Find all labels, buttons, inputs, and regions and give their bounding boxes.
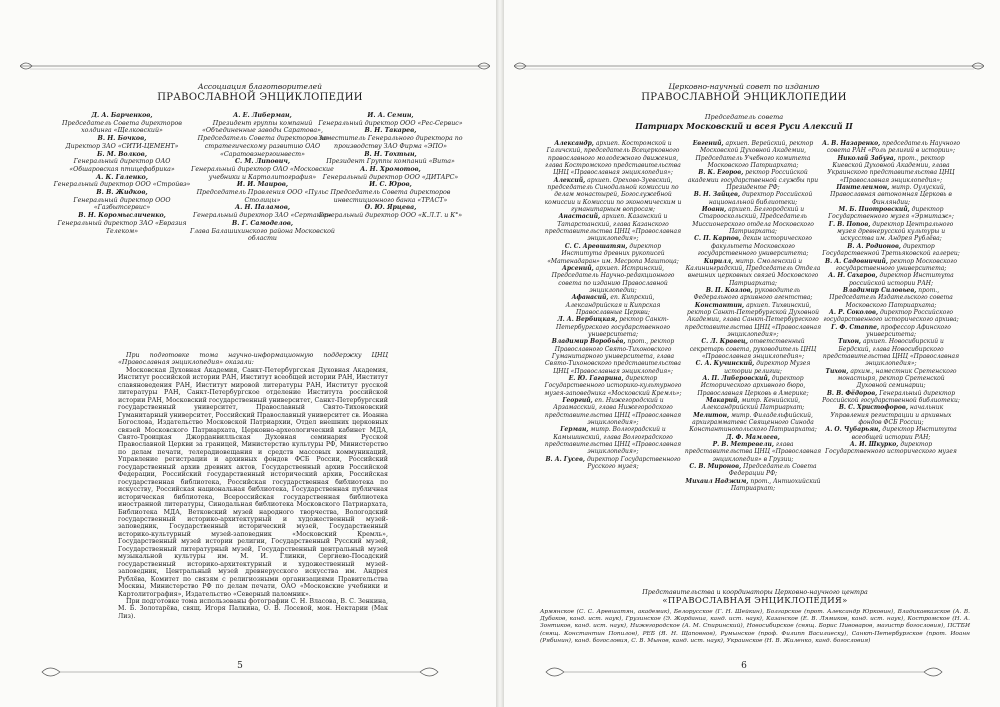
donor-entry: В. Н. Такарев, Заместитель Генерального директора по производству ЗАО Фирма «ЭПО» — [318, 127, 463, 150]
council-member: Г. В. Попов, директор Центрального музея древнерусской культуры и искусства им. Андрея Рублёва; — [828, 220, 954, 243]
donor-entry: А. Н. Хромотов, Генеральный директор ООО «ДИТАРС» — [322, 165, 459, 181]
donor-entry: А. К. Галенко, Генеральный директор ООО «Стройвэ» — [53, 173, 191, 189]
representatives-title: «ПРАВОСЛАВНАЯ ЭНЦИКЛОПЕДИЯ» — [662, 596, 848, 606]
council-member: Николай Забуга, прот., ректор Киевской Духовной Академии, глава Украинского представительства ЦНЦ «Православная энциклопедия»; — [827, 154, 955, 184]
council-member: Кирилл, митр. Смоленский и Калининградский, Председатель Отдела внешних церковных связей Московского Патриархата; — [685, 257, 821, 287]
council-member: Пантелеимон, митр. Оулуский, Православная автономная Церковь в Финляндии; — [830, 184, 952, 206]
donor-entry: А. Е. Либерман, Президент группы компаний «Объединенные заводы Саратова», Председатель Совета директоров по стратегическому развитию ОАО «Саратовэнергоинвест» — [197, 112, 328, 158]
donor-entry: Д. А. Барченков, Председатель Совета директоров холдинга «Щелковский» — [62, 112, 182, 135]
council-member: Афанасий, еп. Кипрский, Александрийская и Кипрская Православные Церкви; — [565, 294, 661, 316]
council-member: А. Р. Соколов, директор Российского государственного исторического архива; — [823, 308, 959, 324]
council-member: Михаил Наджим, прот., Антиохийский Патриархат; — [685, 477, 821, 493]
council-column-1 — [544, 140, 682, 470]
council-column-3 — [822, 140, 960, 456]
council-member: В. А. Садовничий, ректор Московского государственного университета; — [825, 257, 957, 272]
donor-entry: С. М. Липович, Генеральный директор ОАО «Московские учебники и Картолитография» — [191, 158, 334, 181]
council-member: Герман, митр. Волгоградский и Камышинский, глава Волгоградского представительства ЦНЦ «Православная энциклопедия»; — [544, 426, 682, 456]
council-member: Арсений, архиеп. Истринский, Председатель Научно-редакционного совета по изданию Православной энциклопедии; — [551, 264, 675, 294]
donors-column-3 — [318, 112, 463, 220]
council-member: Александр, архиеп. Костромской и Галичский, председатель Всецерковного православного молодежного движения, глава Костромского представительства ЦНЦ «Православная энциклопедия»; — [545, 140, 681, 177]
council-member: М. Б. Пиотровский, директор Государственного музея «Эрмитаж»; — [828, 206, 954, 221]
header-subtitle: Церковно-научный совет по изданию — [668, 82, 820, 91]
representatives-block — [540, 589, 970, 645]
book-gutter — [496, 0, 504, 707]
council-member: Е. Ю. Гагарина, директор Государственного историко-культурного музея-заповедника «Московский Кремль»; — [544, 375, 682, 397]
council-member: Д. Ф. Мамлеев, — [726, 433, 780, 441]
council-member: С. В. Миронов, Председатель Совета Федерации РФ; — [689, 463, 817, 478]
council-member: С. С. Аревшатян, директор Института древних рукописей «Матенадаран» им. Месропа Маштоца; — [547, 242, 679, 265]
donor-entry: В. Г. Самоделов, Глава Балашихинского района Московской области — [190, 219, 335, 243]
donor-entry: О. Ю. Ярцева, Генеральный директор ООО «К.Л.Т. и К°» — [318, 204, 463, 220]
council-member: Владимир Воробьёв, прот., ректор Православного Свято-Тихоновского Гуманитарного университета, глава Свято-Тихоновского представительства ЦНЦ «Православная энциклопедия»; — [545, 338, 681, 375]
acknowledgements — [118, 352, 388, 620]
council-member: А. Н. Сахаров, директор Института российской истории РАН; — [828, 272, 954, 287]
page-number: 6 — [724, 661, 764, 671]
donor-entry: И. А. Семин, Генеральный директор ООО «Рес-Сервис» — [318, 112, 463, 127]
left-header — [130, 82, 390, 103]
council-member: В. А. Гусев, директор Государственного Русского музея; — [545, 455, 681, 471]
council-member: Л. А. Вербицкая, ректор Санкт-Петербургского государственного университета; — [556, 316, 670, 338]
council-member: Иоанн, архиеп. Белгородский и Старооскольский, Председатель Миссионерского отдела Московского Патриархата; — [692, 206, 814, 236]
council-member: А. П. Либеровский, директор Исторического архивного бюро, Православная Церковь в Америке; — [697, 375, 809, 397]
donor-entry: И. С. Юров, Председатель Совета директоров инвестиционного банка «ТРАСТ» — [330, 181, 451, 204]
right-page — [504, 0, 1000, 707]
council-member: Г. Ф. Стаппе, профессор Афинского университета; — [831, 323, 951, 338]
top-ornament — [514, 58, 984, 72]
council-member: Мелитон, митр. Филадельфийский, архиграмматевс Священного Синода Константинопольского Патриархата; — [689, 411, 817, 434]
donor-entry: А. Н. Паламов, Генеральный директор ЗАО «Сертакер» — [192, 204, 333, 220]
acknowledgements-list: Московская Духовная Академия, Санкт-Петербургская Духовная Академия, Институт российской истории РАН, Институт всеобщей истории РАН, Институт славяноведения РАН, Институт мировой литературы РАН, Институт русской литературы РАН, Санкт-Петербургское отделение Института российской истории РАН, Московский государственный университет, Санкт-Петербургский государственный университет, Православный Свято-Тихоновский Гуманитарный университет, Российский Православный университет св. Иоанна Богослова, Издательство Московской Патриархии, Отдел внешних церковных связей Московского Патриархата, Церковно-археологический кабинет МДА, Свято-Троицкая Джорданвилльская Духовная семинария Русской Православной Церкви за границей, Министерство культуры РФ, Министерство по делам печати, телерадиовещания и средств массовых коммуникаций, Управление регистрации и архивных фондов ФСБ России, Российский государственный архив древних актов, Государственный архив Российской Федерации, Российский государственный исторический архив, Российская государственная библиотека, Российская государственная библиотека по искусству, Российская национальная библиотека, Государственная публичная историческая библиотека, Всероссийская государственная библиотека иностранной литературы, Синодальная библиотека Московского Патриархата, Библиотека МДА, Ветковский музей народного творчества, Вологодский государственный историко-архитектурный и художественный музей-заповедник, Государственный исторический музей, Государственный историко-культурный музей-заповедник «Московский Кремль», Государственный музей истории религии, Государственный Русский музей, Государственный литературный музей, Государственный центральный музей музыкальной культуры им. М. И. Глинки, Сергиево-Посадский государственный историко-архитектурный и художественный музей-заповедник, Центральный музей древнерусского искусства им. Андрея Рублёва, Комитет по связям с религиозными организациями Правительства Москвы, Министерство РФ по делам печати, ОАО «Московские учебники и Картолитография», Издательство «Северный паломник». — [118, 366, 388, 598]
representatives-list: Армянское (С. С. Аревшатян, академик), Белорусское (Г. Н. Шейкин), Болгарское (прот. Александр Юрковин), Владикавказское (А. В. Дубаков, канд. ист. наук), Грузинское (Э. Жорданиа, канд. ист. наук), Казанское (Е. В. Лямиков, канд. ист. наук), Костромское (Н. А. Зонтиков, канд. ист. наук), Нижегородское (А. М. Спиринский), Новосибирское (свящ. Борис Пивоваров, магистр богословия), ПСТБИ (свящ. Константин Попилов), РЕБ (Я. Н. Щаповнов), Румынское (проф. Филипп Василиеску), Санкт-Петербургское (прот. Иоанн (Рябинин), канд. богословия, С. В. Мынов, канд. ист. наук), Украинское (Н. В. Жиленко, канд. богословия) — [540, 609, 970, 644]
council-member: А. И. Шкурко, директор Государственного исторического музея — [825, 441, 957, 456]
council-member: Тихон, архиеп. Новосибирский и Бердский, глава Новосибирского представительства ЦНЦ «Православная энциклопедия»; — [822, 338, 960, 368]
council-member: Алексий, архиеп. Орехово-Зуевский, председатель Синодальной комиссии по делам монастырей, Богослужебной комиссии и Комиссии по экономическим и гуманитарным вопросам; — [544, 176, 682, 214]
council-member: С. П. Карпов, декан исторического факультета Московского государственного университета; — [694, 235, 812, 258]
donor-entry: Б. М. Волков, Генеральный директор ОАО «Обшаровская птицефабрика» — [69, 150, 175, 173]
donor-entry: И. И. Маиров, Председатель Правления ООО «Пульс Столицы» — [196, 181, 329, 204]
council-column-2 — [684, 140, 822, 493]
donor-entry: В. Н. Коромысличенко, Генеральный директор ЗАО «Евразия Телеком» — [57, 212, 187, 235]
council-member: Тихон, архим., наместник Сретенского монастыря, ректор Сретенской Духовной семинарии; — [825, 367, 957, 390]
header-subtitle: Ассоциация благотворителей — [198, 82, 322, 91]
council-member: В. В. Фёдоров, Генеральный директор Российской государственной библиотеки; — [822, 389, 960, 405]
top-ornament — [20, 58, 490, 72]
council-member: Евгений, архиеп. Верейский, ректор Московской Духовной Академии, Председатель Учебного комитета Московского Патриархата; — [692, 140, 814, 170]
council-member: Р. В. Метревели, глава представительства ЦНЦ «Православная энциклопедия» в Грузии; — [684, 441, 822, 463]
donors-column-2 — [190, 112, 335, 243]
page-number: 5 — [220, 661, 260, 671]
left-page — [0, 0, 496, 707]
right-header — [564, 82, 924, 131]
chair-name: Патриарх Московский и всея Руси Алексий II — [635, 121, 853, 131]
donors-column-1 — [52, 112, 192, 235]
donor-entry: В. В. Жидков, Генеральный директор ООО «Газбытсервис» — [73, 189, 171, 212]
council-member: В. Н. Зайцев, директор Российской национальной библиотеки; — [693, 191, 813, 206]
council-member: Константин, архиеп. Тихвинский, ректор Санкт-Петербургской Духовной Академии, глава Санкт-Петербургского представительства ЦНЦ «Православная энциклопедия»; — [684, 301, 822, 338]
council-member: В. А. Родионов, директор Государственной Третьяковской галереи; — [822, 242, 960, 258]
council-member: В. П. Козлов, руководитель Федерального архивного агентства; — [693, 286, 813, 302]
council-member: А. В. Назаренко, председатель Научного совета РАН «Роль религий в истории»; — [822, 140, 960, 155]
chair-label: Председатель совета — [704, 113, 784, 121]
council-member: Макарий, митр. Кенийский, Александрийский Патриархат; — [701, 397, 805, 412]
representatives-label: Представительства и координаторы Церковно-научного центра — [642, 589, 868, 596]
council-member: Георгий, еп. Нижегородский и Арзамасский, глава Нижегородского представительства ЦНЦ «Православная энциклопедия»; — [544, 397, 682, 427]
acknowledgements-intro: При подготовке тома научно-информационную поддержку ЦНЦ «Православная энциклопедия» оказали: — [118, 352, 388, 367]
header-title: ПРАВОСЛАВНОЙ ЭНЦИКЛОПЕДИИ — [157, 92, 363, 103]
council-member: В. К. Егоров, ректор Российской академии государственной службы при Президенте РФ; — [687, 169, 819, 192]
council-member: Анастасий, архиеп. Казанский и Татарстанский, глава Казанского представительства ЦНЦ «Православная энциклопедия»; — [544, 213, 682, 243]
council-member: С. Л. Кравец, ответственный секретарь совета, руководитель ЦНЦ «Православная энциклопедия»; — [689, 338, 817, 360]
donor-entry: В. Н. Тохтын, Президент Группы компаний «Вита» — [326, 150, 455, 166]
council-member: А. О. Чубарьян, директор Института всеобщей истории РАН; — [825, 426, 957, 441]
council-member: Владимир Силовьев, прот., Председатель Издательского совета Московского Патриархата; — [829, 286, 953, 309]
council-member: В. С. Христофоров, начальник Управления регистрации и архивных фондов ФСБ России; — [830, 404, 952, 427]
photo-credits: При подготовке тома использованы фотографии С. Н. Власова, В. С. Зенкина, М. Б. Золотарёва, свящ. Игоря Палкина, О. В. Лосевой, мон. Нектарии (Мак Лиз). — [118, 597, 388, 620]
header-title: ПРАВОСЛАВНОЙ ЭНЦИКЛОПЕДИИ — [641, 92, 847, 103]
donor-entry: В. Н. Бочков, Директор ЗАО «СИТИ-ЦЕМЕНТ» — [65, 135, 179, 150]
council-member: С. А. Кучинский, директор Музея истории религии; — [695, 360, 811, 375]
